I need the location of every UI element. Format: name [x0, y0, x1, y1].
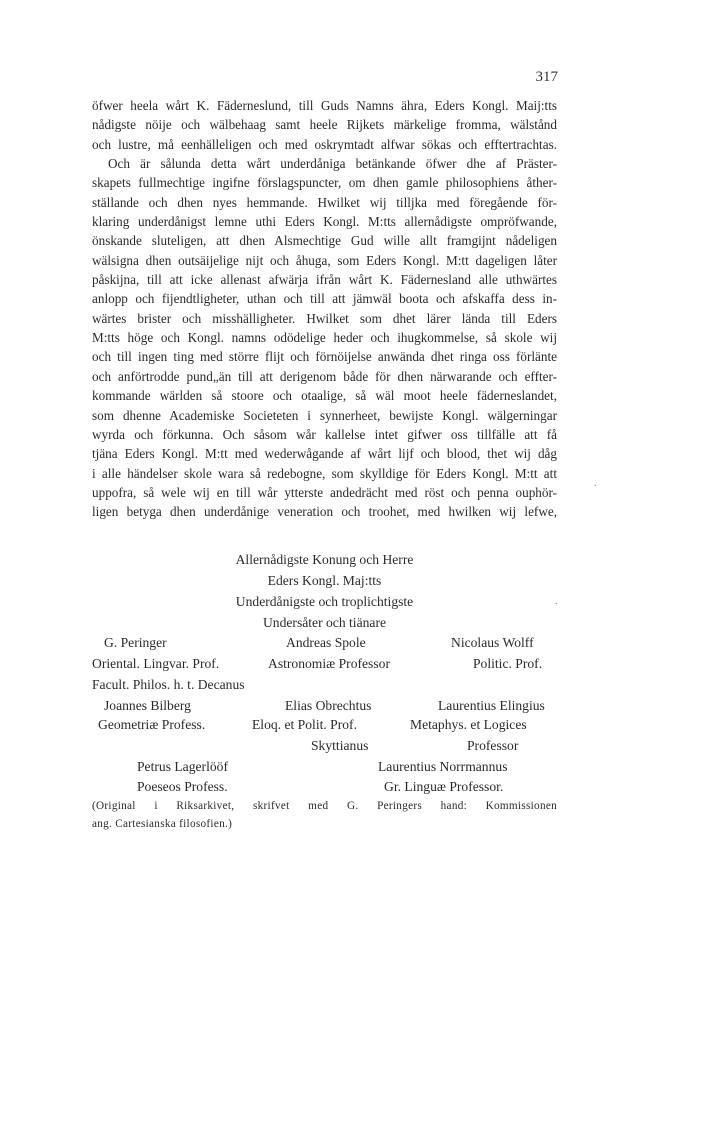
body-line: skapets fullmechtige ingifne förslagspuncter, om dhen gamle philosophiens åther-	[92, 175, 557, 191]
stray-dot: .	[555, 596, 558, 607]
body-text	[92, 96, 557, 522]
body-line: ställande och dhen nyes hemmande. Hwilket wij tilljka med föregående för-	[92, 194, 557, 210]
closing-line: Eders Kongl. Maj:tts	[267, 573, 382, 588]
body-line: och till ingen ting med större flijt och förnöijelse anwända dhet ringa oss förlänte	[92, 349, 557, 365]
signatory-name: Laurentius Norrmannus	[378, 759, 508, 774]
body-line: wälsigna dhen outsäijelige nijt och åhuga, som Eders Kongl. M:tt dageligen låter	[92, 252, 557, 268]
body-line: ligen betyga dhen underdånige veneration och troohet, med hwilken wij lefwe,	[92, 504, 557, 520]
signatory-title: Facult. Philos. h. t. Decanus	[92, 677, 245, 692]
closing-line: Undersåter och tiänare	[262, 615, 387, 630]
body-line: önskande sluteligen, att dhen Alsmechtige Gud wille allt framgijnt nådeligen	[92, 233, 557, 249]
closing-line: Allernådigste Konung och Herre	[235, 552, 414, 567]
signatory-title: Professor	[467, 738, 519, 753]
signatory-title: Oriental. Lingvar. Prof.	[92, 656, 220, 671]
body-line: wyrda och förkunna. Och såsom wår kallelse intet gifwer oss tillfälle att få	[92, 426, 557, 442]
body-line: nådigste nöije och wälbehaag samt heele Rijkets märkelige fromma, wälstånd	[92, 117, 557, 133]
body-line: anlopp och fijendtligheter, uthan och till att jämwäl boota och afskaffa dess in-	[92, 291, 557, 307]
signatory-title: Skyttianus	[311, 738, 369, 753]
signatory-title: Metaphys. et Logices	[410, 717, 527, 732]
note-line: (Original i Riksarkivet, skrifvet med G. Peringers hand: Kommissionen	[92, 800, 557, 812]
body-line: tjäna Eders Kongl. M:tt med wederwågande af wårt lijf och blood, thet wij dåg	[92, 446, 557, 462]
note-line: ang. Cartesianska filosofien.)	[92, 818, 233, 830]
signatory-title: Eloq. et Polit. Prof.	[252, 717, 357, 732]
signatory-title: Politic. Prof.	[473, 656, 543, 671]
body-line: M:tts höge och Kongl. namns odödelige heder och ihugkommelse, så skole wij	[92, 330, 557, 346]
body-line: som dhenne Academiske Societeten i synnerheet, bewijste Kongl. wälgerningar	[92, 407, 557, 423]
signatory-name: Laurentius Elingius	[438, 698, 545, 713]
page-number: 317	[535, 69, 558, 85]
body-line: wärtes brister och misshälligheter. Hwilket som dhet lärer lända till Eders	[92, 310, 557, 326]
signatory-name: Andreas Spole	[286, 635, 366, 650]
signatory-title: Gr. Linguæ Professor.	[384, 779, 504, 794]
body-line: Och är sålunda detta wårt underdåniga betänkande öfwer dhe af Präster-	[108, 156, 557, 172]
closing-line: Underdånigste och troplichtigste	[235, 594, 414, 609]
signatory-name: Elias Obrechtus	[285, 698, 372, 713]
signatory-name: G. Peringer	[104, 635, 167, 650]
signatory-title: Geometriæ Profess.	[98, 717, 206, 732]
signatory-title: Poeseos Profess.	[137, 779, 228, 794]
source-note	[92, 797, 557, 833]
body-line: och lustre, må eenhälleligen och med oskrymtadt alfwar sökas och efftertrachtas.	[92, 136, 557, 152]
body-line: i alle händelser skole wara så redebogne, som skylldige för Eders Kongl. M:tt att	[92, 465, 557, 481]
body-line: påskijna, till att icke allenast afwärja ifrån wårt K. Fädernesland alle uthwärtes	[92, 272, 557, 288]
body-line: klaring underdånigst lemne uthi Eders Kongl. M:tts allernådigste ompröfwande,	[92, 214, 557, 230]
body-line: kommande wärlden så stoore och otaalige, så wäl moot heele fäderneslandet,	[92, 388, 557, 404]
stray-dot: .	[594, 478, 597, 489]
body-line: uppofra, så wele wij en till wår ytterste andedrächt med röst och penna ouphör-	[92, 484, 557, 500]
body-line: öfwer heela wårt K. Fäderneslund, till Guds Namns ähra, Eders Kongl. Maij:tts	[92, 98, 557, 113]
signatory-name: Joannes Bilberg	[104, 698, 191, 713]
body-line: och anförtrodde pund„än till att derigenom både för dhen närwarande och effter-	[92, 368, 557, 384]
signatory-name: Nicolaus Wolff	[451, 635, 534, 650]
signatory-title: Astronomiæ Professor	[268, 656, 390, 671]
signatory-name: Petrus Lagerlööf	[137, 759, 228, 774]
